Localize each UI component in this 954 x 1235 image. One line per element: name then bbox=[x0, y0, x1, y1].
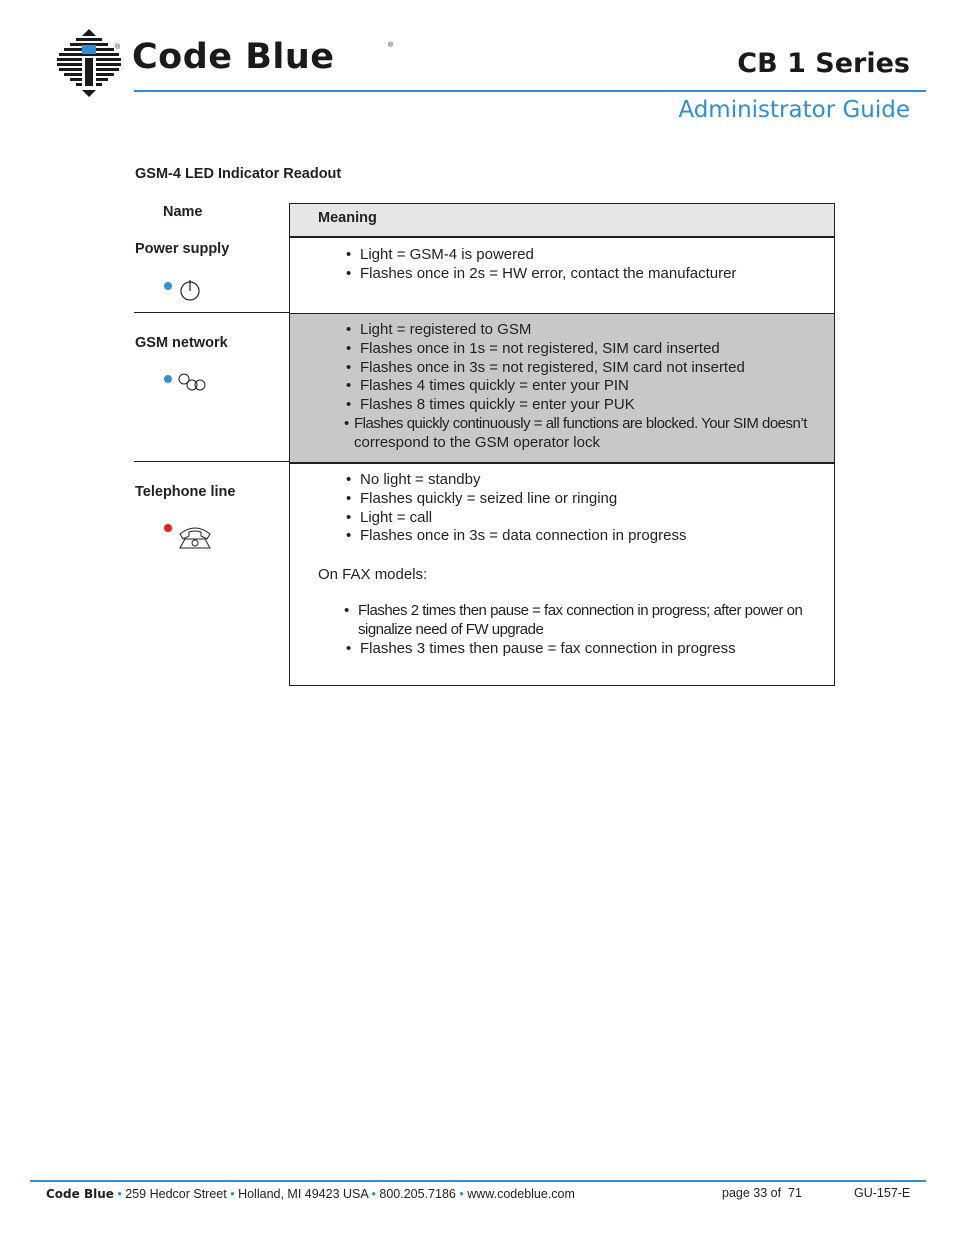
row-name-power-supply: Power supply bbox=[135, 241, 230, 257]
name-row-divider bbox=[134, 312, 290, 313]
gsm-network-bullets bbox=[346, 321, 745, 415]
network-icon bbox=[177, 373, 207, 391]
list-item: • Flashes once in 3s = data connection in progress bbox=[346, 527, 686, 546]
logo-registered-mark: ® bbox=[115, 44, 121, 51]
footer-brand: Code Blue bbox=[46, 1187, 114, 1201]
list-item: • Flashes 2 times then pause = fax connection in progress; after power on signalize need of FW upgrade bbox=[344, 602, 824, 640]
footer-rule bbox=[30, 1180, 926, 1182]
guide-title: Administrator Guide bbox=[678, 97, 910, 123]
footer-separator: • bbox=[117, 1187, 122, 1201]
footer-address: 259 Hedcor Street bbox=[125, 1187, 227, 1201]
list-item: • Flashes once in 1s = not registered, SIM card inserted bbox=[346, 340, 745, 359]
power-icon bbox=[179, 278, 201, 302]
gsm-network-last-bullet-continuation: correspond to the GSM operator lock bbox=[354, 434, 600, 451]
power-supply-bullets bbox=[346, 246, 736, 284]
list-item: • Flashes once in 2s = HW error, contact the manufacturer bbox=[346, 265, 736, 284]
led-indicator-blue bbox=[164, 282, 172, 290]
row-name-telephone-line: Telephone line bbox=[135, 484, 236, 500]
section-title: GSM-4 LED Indicator Readout bbox=[135, 166, 342, 182]
led-indicator-red bbox=[164, 524, 172, 532]
footer-phone: 800.205.7186 bbox=[379, 1187, 456, 1201]
table-row bbox=[290, 238, 834, 313]
page-number: page 33 of 71 bbox=[722, 1186, 802, 1200]
footer-city: Holland, MI 49423 USA bbox=[238, 1187, 369, 1201]
meaning-header-cell bbox=[290, 204, 834, 237]
list-item: • Flashes quickly continuously = all functions are blocked. Your SIM doesn’t bbox=[344, 415, 836, 434]
row-name-gsm-network: GSM network bbox=[135, 335, 228, 351]
fax-bullets bbox=[344, 602, 824, 658]
fax-models-label: On FAX models: bbox=[318, 566, 428, 583]
list-item: • Flashes 4 times quickly = enter your PIN bbox=[346, 377, 745, 396]
name-row-divider bbox=[134, 461, 290, 462]
name-column-header: Name bbox=[163, 204, 203, 220]
list-item: • Flashes once in 3s = not registered, SIM card not inserted bbox=[346, 359, 745, 378]
led-indicator-blue bbox=[164, 375, 172, 383]
list-item: • Flashes 3 times then pause = fax connection in progress bbox=[346, 640, 824, 659]
list-item: • Light = call bbox=[346, 509, 686, 528]
footer-separator: • bbox=[371, 1187, 376, 1201]
list-item: • Flashes quickly = seized line or ringing bbox=[346, 490, 686, 509]
list-item: • No light = standby bbox=[346, 471, 686, 490]
telephone-icon bbox=[177, 524, 213, 550]
list-item: • Flashes 8 times quickly = enter your PUK bbox=[346, 396, 745, 415]
series-title: CB 1 Series bbox=[737, 48, 910, 79]
code-blue-logo-icon bbox=[56, 28, 122, 98]
brand-registered-mark: ® bbox=[388, 42, 394, 49]
document-id: GU-157-E bbox=[854, 1186, 911, 1200]
footer-website-link[interactable]: www.codeblue.com bbox=[467, 1187, 575, 1201]
led-readout-table bbox=[289, 203, 835, 686]
brand-wordmark: Code Blue bbox=[132, 37, 335, 77]
header-rule bbox=[134, 90, 926, 92]
list-item: • Light = registered to GSM bbox=[346, 321, 745, 340]
list-item: • Light = GSM-4 is powered bbox=[346, 246, 736, 265]
footer-separator: • bbox=[459, 1187, 464, 1201]
telephone-line-bullets bbox=[346, 471, 686, 546]
footer-contact bbox=[46, 1187, 575, 1201]
footer-separator: • bbox=[230, 1187, 235, 1201]
table-row bbox=[290, 463, 834, 685]
meaning-column-header: Meaning bbox=[318, 210, 377, 226]
table-row-shaded bbox=[290, 314, 834, 462]
gsm-network-last-bullet bbox=[346, 415, 836, 434]
